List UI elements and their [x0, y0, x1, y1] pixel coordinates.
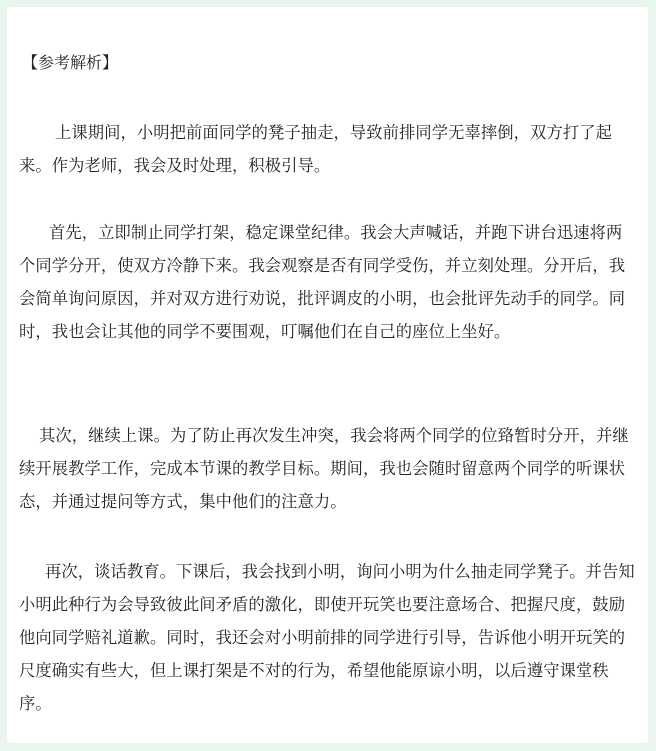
paragraph-third-step: 再次，谈话教育。下课后，我会找到小明，询问小明为什么抽走同学凳子。并告知小明此种行为会导致彼此间矛盾的激化，即使开玩笑也要注意场合、把握尺度，鼓励他向同学赔礼道歉。同时，我还会对小明前排的同学进行引导，告诉他小明开玩笑的尺度确实有些大，但上课打架是不对的行为，希望他能原谅小明，以后遵守课堂秩序。: [19, 562, 635, 713]
paragraph-second-step: 其次，继续上课。为了防止再次发生冲突，我会将两个同学的位臵暂时分开，并继续开展教学工作，完成本节课的教学目标。期间，我也会随时留意两个同学的听课状态，并通过提问等方式，集中他们的注意力。: [19, 426, 629, 511]
section-heading: 【参考解析】: [22, 53, 119, 72]
paragraph-intro: 上课期间，小明把前面同学的凳子抽走，导致前排同学无辜摔倒，双方打了起来。作为老师，我会及时处理，积极引导。: [19, 123, 612, 175]
paragraph-first-step: 首先，立即制止同学打架，稳定课堂纪律。我会大声喊话，并跑下讲台迅速将两个同学分开，使双方冷静下来。我会观察是否有同学受伤，并立刻处理。分开后，我会简单询问原因，并对双方进行劝说，批评调皮的小明，也会批评先动手的同学。同时，我也会让其他的同学不要围观，叮嘱他们在自己的座位上坐好。: [19, 223, 626, 341]
document-page: [7, 7, 648, 743]
